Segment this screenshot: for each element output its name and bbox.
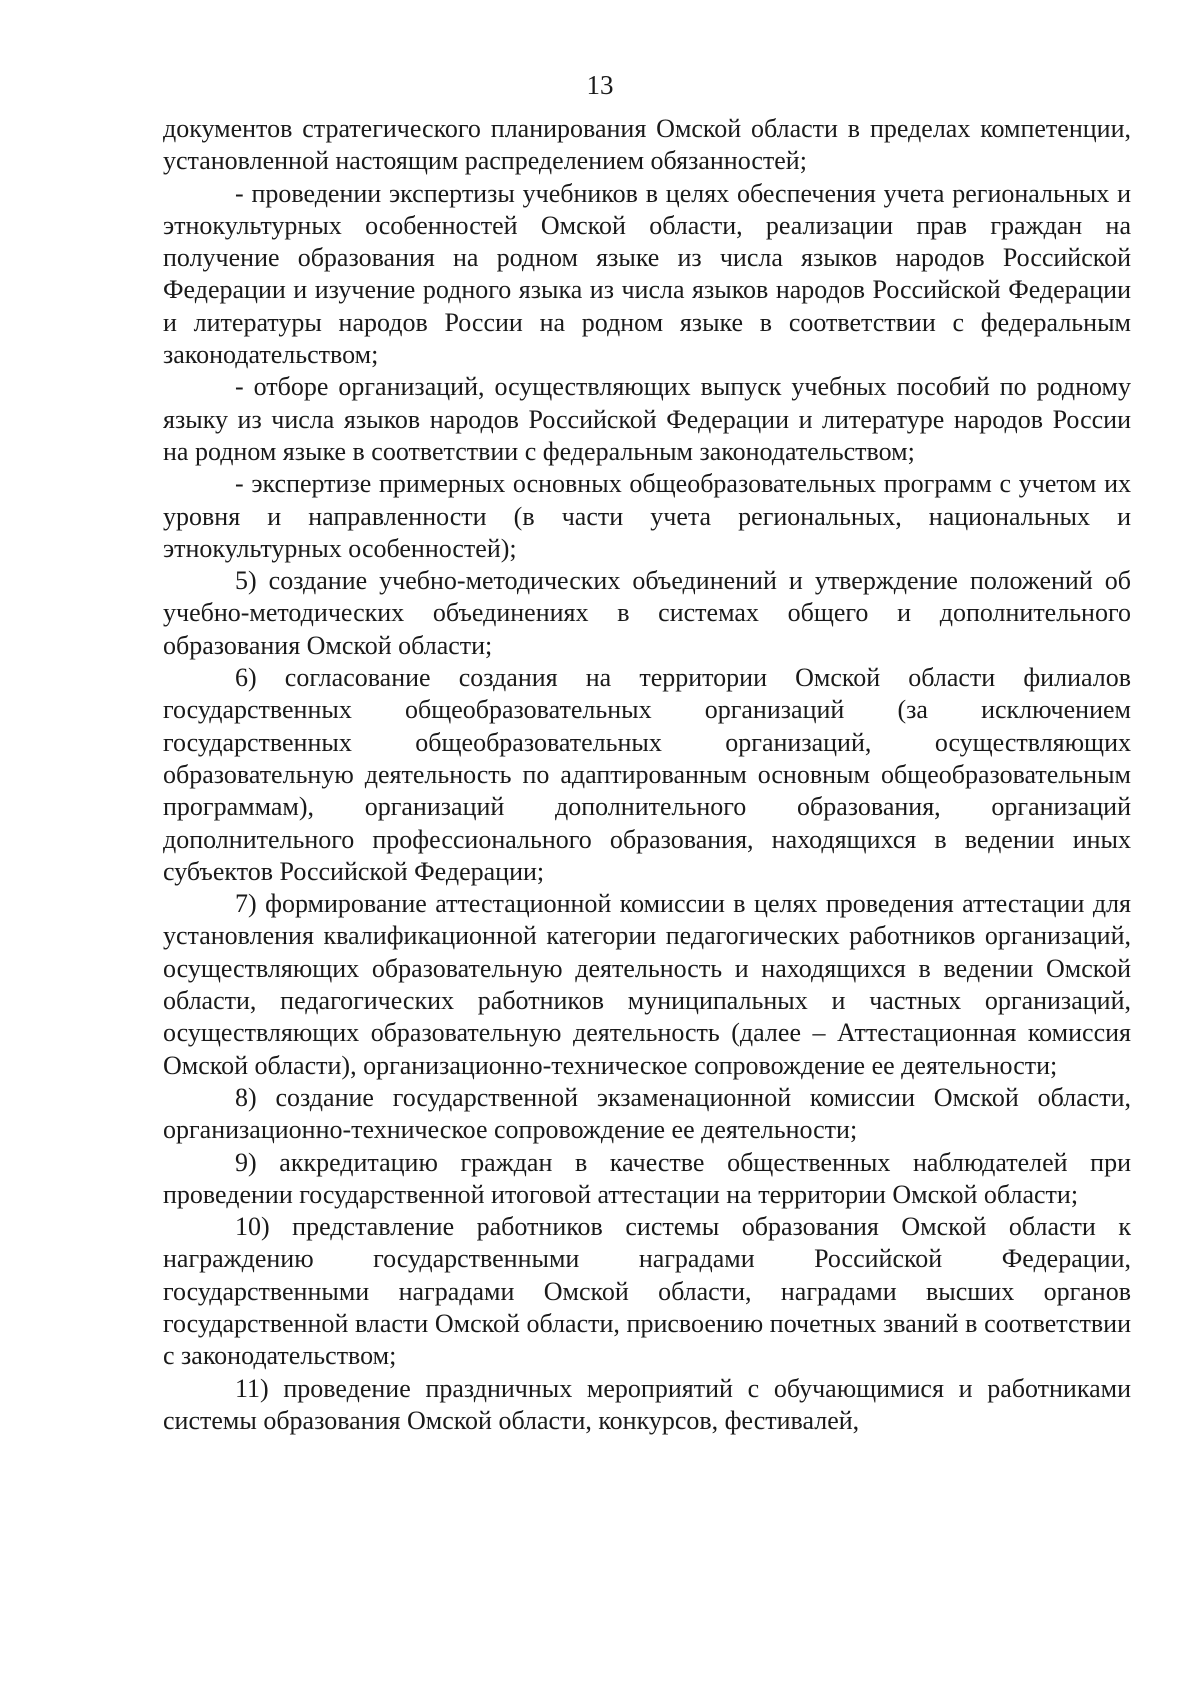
paragraph-item-7: 7) формирование аттестационной комиссии в целях проведения аттестации для установления квалификационной категории педагогических работников организаций, осуществляющих образовательную деятельность и находящихся в ведении Омской области, педагогических работников муниципальных и частных организаций, осуществляющих образовательную деятельность (далее – Аттестационная комиссия Омской области), организационно-техническое сопровождение ее деятельности; — [163, 889, 1131, 1080]
paragraph-item-10: 10) представление работников системы образования Омской области к награждению государственными наградами Российской Федерации, государственными наградами Омской области, наградами высших органов государственной власти Омской области, присвоению почетных званий в соответствии с законодательством; — [163, 1212, 1131, 1371]
paragraph-textbook-expertise: - проведении экспертизы учебников в целях обеспечения учета региональных и этнокультурных особенностей Омской области, реализации прав граждан на получение образования на родном языке из числа языков народов Российской Федерации и изучение родного языка из числа языков народов Российской Федерации и литературы народов России на родном языке в соответствии с федеральным законодательством; — [163, 178, 1131, 370]
paragraph-program-expertise: - экспертизе примерных основных общеобразовательных программ с учетом их уровня и направленности (в части учета региональных, национальных и этнокультурных особенностей); — [163, 469, 1131, 563]
paragraph-item-9: 9) аккредитацию граждан в качестве общественных наблюдателей при проведении государственной итоговой аттестации на территории Омской области; — [163, 1147, 1131, 1209]
document-body — [163, 113, 1131, 1437]
paragraph-item-8: 8) создание государственной экзаменационной комиссии Омской области, организационно-техническое сопровождение ее деятельности; — [163, 1082, 1131, 1145]
paragraph-item-11: 11) проведение праздничных мероприятий с обучающимися и работниками системы образования Омской области, конкурсов, фестивалей, — [163, 1373, 1131, 1435]
paragraph-item-5: 5) создание учебно-методических объединений и утверждение положений об учебно-методических объединениях в системах общего и дополнительного образования Омской области; — [163, 566, 1131, 660]
page-number: 13 — [586, 70, 614, 100]
paragraph-publisher-selection: - отборе организаций, осуществляющих выпуск учебных пособий по родному языку из числа языков народов Российской Федерации и литературе народов России на родном языке в соответствии с федеральным законодательством; — [163, 372, 1131, 466]
paragraph-item-6: 6) согласование создания на территории Омской области филиалов государственных общеобразовательных организаций (за исключением государственных общеобразовательных организаций, осуществляющих образовательную деятельность по адаптированным основным общеобразовательным программам), организаций дополнительного образования, организаций дополнительного профессионального образования, находящихся в ведении иных субъектов Российской Федерации; — [163, 663, 1131, 886]
paragraph-continuation: документов стратегического планирования Омской области в пределах компетенции, установленной настоящим распределением обязанностей; — [163, 114, 1131, 176]
